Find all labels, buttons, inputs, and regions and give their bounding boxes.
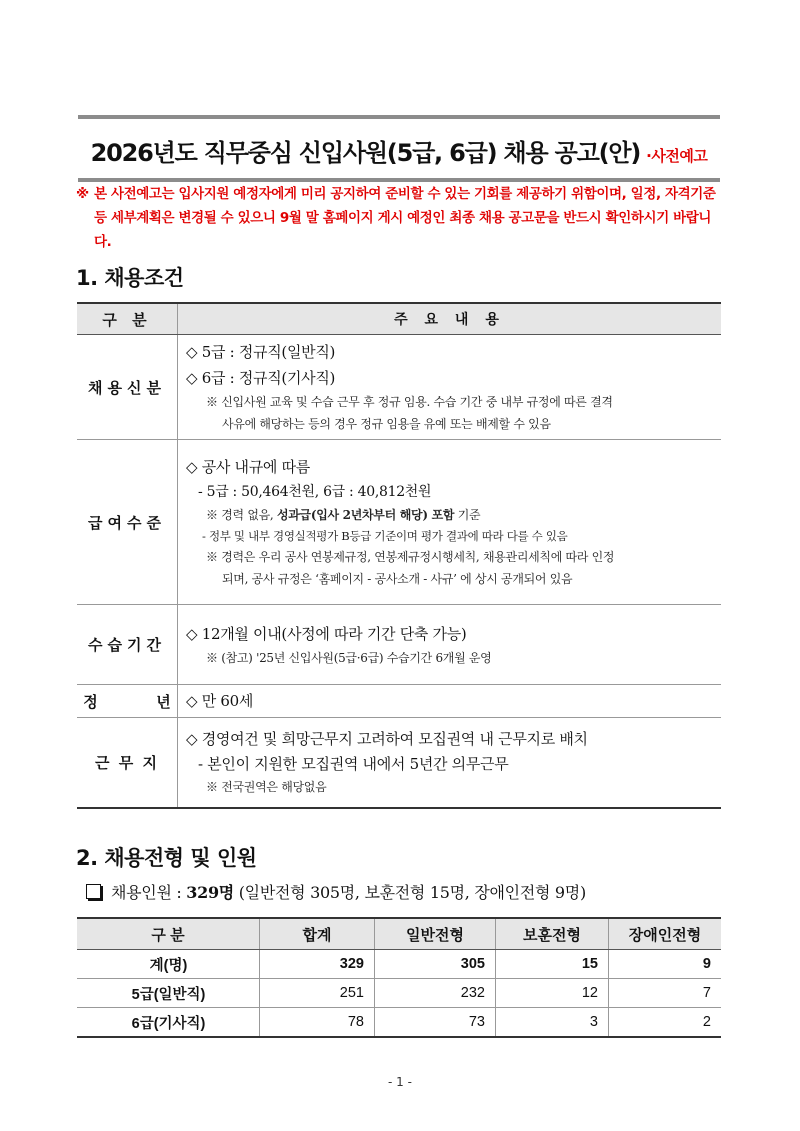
probation-line-1: ◇ 12개월 이내(사정에 따라 기간 단축 가능) bbox=[186, 624, 467, 643]
salary-note-2: - 정부 및 내부 경영실적평가 B등급 기준이며 평가 결과에 따라 다를 수 있음 bbox=[202, 529, 568, 543]
col-header: 구 분 bbox=[77, 918, 260, 950]
table-cell: 7 bbox=[609, 979, 722, 1008]
label-probation: 수습기간 bbox=[77, 605, 178, 685]
col-category: 구 분 bbox=[77, 303, 178, 335]
status-note-first: ※ 신입사원 교육 및 수습 근무 후 정규 임용. 수습 기간 중 내부 규정에 따른 결격 bbox=[206, 395, 613, 409]
salary-note-3 bbox=[186, 546, 721, 590]
salary-line-1: ◇ 공사 내규에 따름 bbox=[186, 458, 310, 476]
title-row bbox=[78, 119, 720, 178]
section2-heading: 2. 채용전형 및 인원 bbox=[76, 846, 257, 870]
table-cell: 73 bbox=[375, 1008, 496, 1038]
salary-note-1-bold: 성과급(입사 2년차부터 해당) 포함 bbox=[276, 508, 455, 522]
table-cell: 5급(일반직) bbox=[77, 979, 260, 1008]
row-employment-status bbox=[77, 335, 721, 440]
table-cell: 78 bbox=[260, 1008, 375, 1038]
table-cell: 329 bbox=[260, 950, 375, 979]
row-retirement bbox=[77, 685, 721, 718]
col-header: 합계 bbox=[260, 918, 375, 950]
summary-pre: 채용인원 : bbox=[111, 883, 187, 902]
salary-note-1-pre: ※ 경력 없음, bbox=[206, 508, 277, 522]
label-workplace: 근 무 지 bbox=[77, 718, 178, 808]
table-cell: 12 bbox=[496, 979, 609, 1008]
table-row bbox=[77, 950, 721, 979]
conditions-table bbox=[77, 302, 721, 809]
page-number: - 1 - bbox=[388, 1075, 412, 1089]
row-probation bbox=[77, 605, 721, 685]
table-cell: 15 bbox=[496, 950, 609, 979]
row-workplace bbox=[77, 718, 721, 808]
salary-note-3-first: ※ 경력은 우리 공사 연봉제규정, 연봉제규정시행세칙, 채용관리세칙에 따라 인정 bbox=[206, 550, 615, 564]
table-row bbox=[77, 1008, 721, 1038]
content-employment-status bbox=[178, 335, 722, 440]
probation-note: ※ (참고) '25년 신입사원(5급·6급) 수습기간 6개월 운영 bbox=[206, 650, 492, 665]
col-header: 장애인전형 bbox=[609, 918, 722, 950]
label-retirement bbox=[77, 685, 178, 718]
page-title: 2026년도 직무중심 신입사원(5급, 6급) 채용 공고(안) bbox=[90, 139, 641, 167]
content-workplace bbox=[178, 718, 722, 808]
table-cell: 305 bbox=[375, 950, 496, 979]
row-salary bbox=[77, 440, 721, 605]
table-cell: 2 bbox=[609, 1008, 722, 1038]
label-retirement-a: 정 bbox=[83, 692, 98, 711]
salary-note-3-cont: 되며, 공사 규정은 ‘홈페이지 - 공사소개 - 사규’ 에 상시 공개되어 있음 bbox=[222, 572, 573, 586]
col-header: 일반전형 bbox=[375, 918, 496, 950]
col-content: 주 요 내 용 bbox=[178, 303, 722, 335]
table-row bbox=[77, 979, 721, 1008]
workplace-line-1: ◇ 경영여건 및 희망근무지 고려하여 모집권역 내 근무지로 배치 bbox=[186, 730, 588, 749]
recruit-summary bbox=[86, 880, 586, 903]
retirement-line: ◇ 만 60세 bbox=[186, 692, 254, 710]
summary-breakdown: (일반전형 305명, 보훈전형 15명, 장애인전형 9명) bbox=[233, 883, 586, 902]
section1-heading: 1. 채용조건 bbox=[76, 266, 184, 290]
summary-total: 329명 bbox=[186, 883, 234, 902]
workplace-line-2: - 본인이 지원한 모집권역 내에서 5년간 의무근무 bbox=[198, 755, 509, 774]
workplace-note: ※ 전국권역은 해당없음 bbox=[206, 780, 327, 795]
table-cell: 251 bbox=[260, 979, 375, 1008]
status-note bbox=[186, 391, 721, 435]
headcount-header-row bbox=[77, 918, 721, 950]
col-header: 보훈전형 bbox=[496, 918, 609, 950]
page-subtitle: ·사전예고 bbox=[646, 147, 708, 165]
label-retirement-b: 년 bbox=[156, 692, 171, 711]
salary-note-1-post: 기준 bbox=[454, 508, 481, 522]
label-salary: 급여수준 bbox=[77, 440, 178, 605]
headcount-table bbox=[77, 917, 721, 1038]
table-cell: 232 bbox=[375, 979, 496, 1008]
content-salary bbox=[178, 440, 722, 605]
table-cell: 3 bbox=[496, 1008, 609, 1038]
content-retirement bbox=[178, 685, 722, 718]
table-cell: 계(명) bbox=[77, 950, 260, 979]
table-cell: 6급(기사직) bbox=[77, 1008, 260, 1038]
salary-line-2: - 5급 : 50,464천원, 6급 : 40,812천원 bbox=[198, 484, 432, 500]
table-cell: 9 bbox=[609, 950, 722, 979]
status-note-cont: 사유에 해당하는 등의 경우 정규 임용을 유예 또는 배제할 수 있음 bbox=[222, 417, 551, 431]
content-probation bbox=[178, 605, 722, 685]
conditions-header-row bbox=[77, 303, 721, 335]
title-block bbox=[78, 115, 720, 182]
notice-mark: ※ bbox=[76, 186, 89, 202]
notice-text: 본 사전예고는 입사지원 예정자에게 미리 공지하여 준비할 수 있는 기회를 제공하기 위함이며, 일정, 자격기준 등 세부계획은 변경될 수 있으니 9월 말 홈페이지 게시 예정인 최종 채용 공고문을 반드시 확인하시기 바랍니다. bbox=[94, 186, 716, 250]
checkbox-bullet-icon bbox=[86, 884, 101, 899]
salary-note-1 bbox=[186, 504, 721, 526]
advance-notice bbox=[76, 182, 728, 254]
status-line-6: ◇ 6급 : 정규직(기사직) bbox=[186, 369, 336, 387]
status-line-5: ◇ 5급 : 정규직(일반직) bbox=[186, 343, 336, 361]
label-employment-status: 채용신분 bbox=[77, 335, 178, 440]
